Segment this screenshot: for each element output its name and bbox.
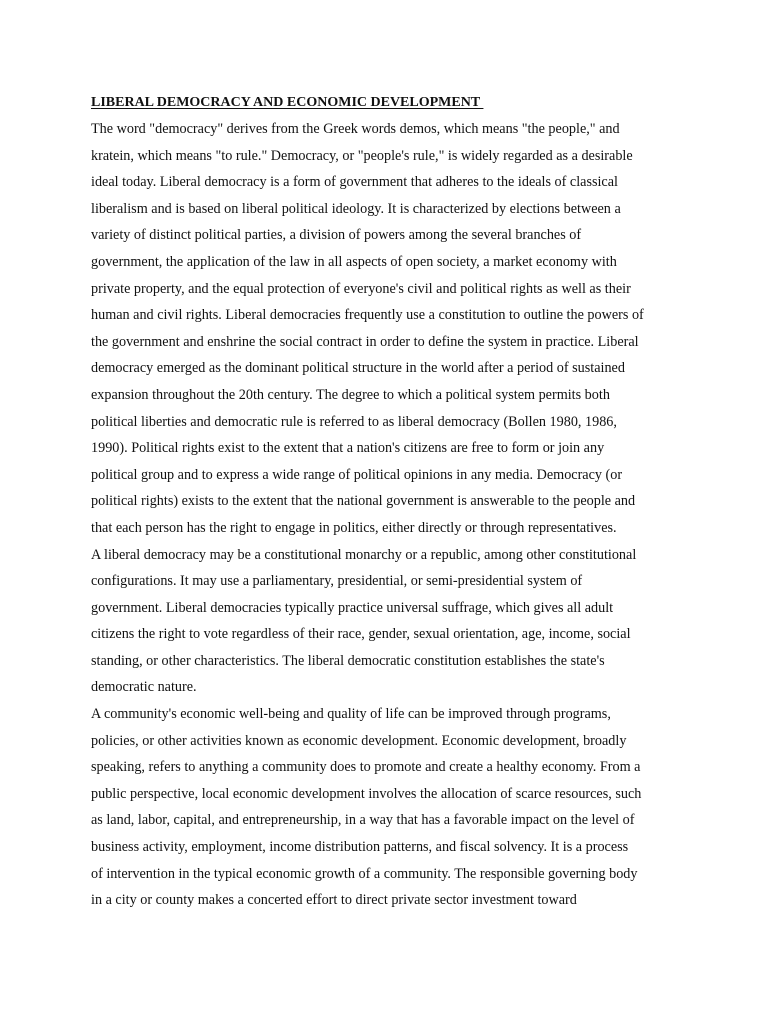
text-line: policies, or other activities known as economic development. Economic development, broadly [91, 732, 627, 749]
text-line: citizens the right to vote regardless of their race, gender, sexual orientation, age, income, social [91, 626, 631, 643]
paragraph [91, 701, 691, 914]
text-line: human and civil rights. Liberal democracies frequently use a constitution to outline the powers of [91, 307, 644, 324]
paragraph-container [91, 116, 691, 914]
document-body [91, 90, 691, 914]
text-line: political rights) exists to the extent that the national government is answerable to the people and [91, 493, 636, 510]
text-line: government, the application of the law in all aspects of open society, a market economy with [91, 253, 617, 270]
text-line: in a city or county makes a concerted effort to direct private sector investment toward [91, 892, 577, 909]
text-line: the government and enshrine the social contract in order to define the system in practice. Liberal [91, 333, 639, 350]
text-line: business activity, employment, income distribution patterns, and fiscal solvency. It is a process [91, 839, 629, 856]
text-line: kratein, which means "to rule." Democracy, or "people's rule," is widely regarded as a desirable [91, 147, 633, 164]
text-line: as land, labor, capital, and entrepreneurship, in a way that has a favorable impact on the level of [91, 812, 635, 829]
text-line: speaking, refers to anything a community does to promote and create a healthy economy. From a [91, 759, 641, 776]
text-line: government. Liberal democracies typically practice universal suffrage, which gives all adult [91, 599, 614, 616]
text-line: public perspective, local economic development involves the allocation of scarce resources, such [91, 785, 642, 802]
text-line: A liberal democracy may be a constitutional monarchy or a republic, among other constitutional [91, 546, 637, 563]
paragraph [91, 116, 691, 542]
text-line: that each person has the right to engage in politics, either directly or through representatives. [91, 519, 617, 536]
paragraph [91, 542, 691, 702]
text-line: ideal today. Liberal democracy is a form of government that adheres to the ideals of classical [91, 174, 618, 191]
text-line: political group and to express a wide range of political opinions in any media. Democracy (or [91, 466, 623, 483]
text-line: expansion throughout the 20th century. The degree to which a political system permits both [91, 386, 610, 403]
document-title: LIBERAL DEMOCRACY AND ECONOMIC DEVELOPMENT [91, 95, 484, 110]
text-line: configurations. It may use a parliamentary, presidential, or semi-presidential system of [91, 573, 583, 590]
text-line: democracy emerged as the dominant political structure in the world after a period of sustained [91, 360, 625, 377]
text-line: 1990). Political rights exist to the extent that a nation's citizens are free to form or join any [91, 440, 605, 457]
text-line: standing, or other characteristics. The liberal democratic constitution establishes the state's [91, 652, 605, 669]
text-line: democratic nature. [91, 679, 197, 696]
text-line: private property, and the equal protection of everyone's civil and political rights as well as their [91, 280, 631, 297]
text-line: The word "democracy" derives from the Greek words demos, which means "the people," and [91, 121, 620, 137]
text-line: liberalism and is based on liberal political ideology. It is characterized by elections between a [91, 200, 621, 217]
text-line: A community's economic well-being and quality of life can be improved through programs, [91, 706, 611, 723]
text-line: variety of distinct political parties, a division of powers among the several branches of [91, 227, 582, 244]
text-line: of intervention in the typical economic growth of a community. The responsible governing body [91, 865, 638, 882]
text-line: political liberties and democratic rule is referred to as liberal democracy (Bollen 1980, 1986, [91, 413, 617, 430]
